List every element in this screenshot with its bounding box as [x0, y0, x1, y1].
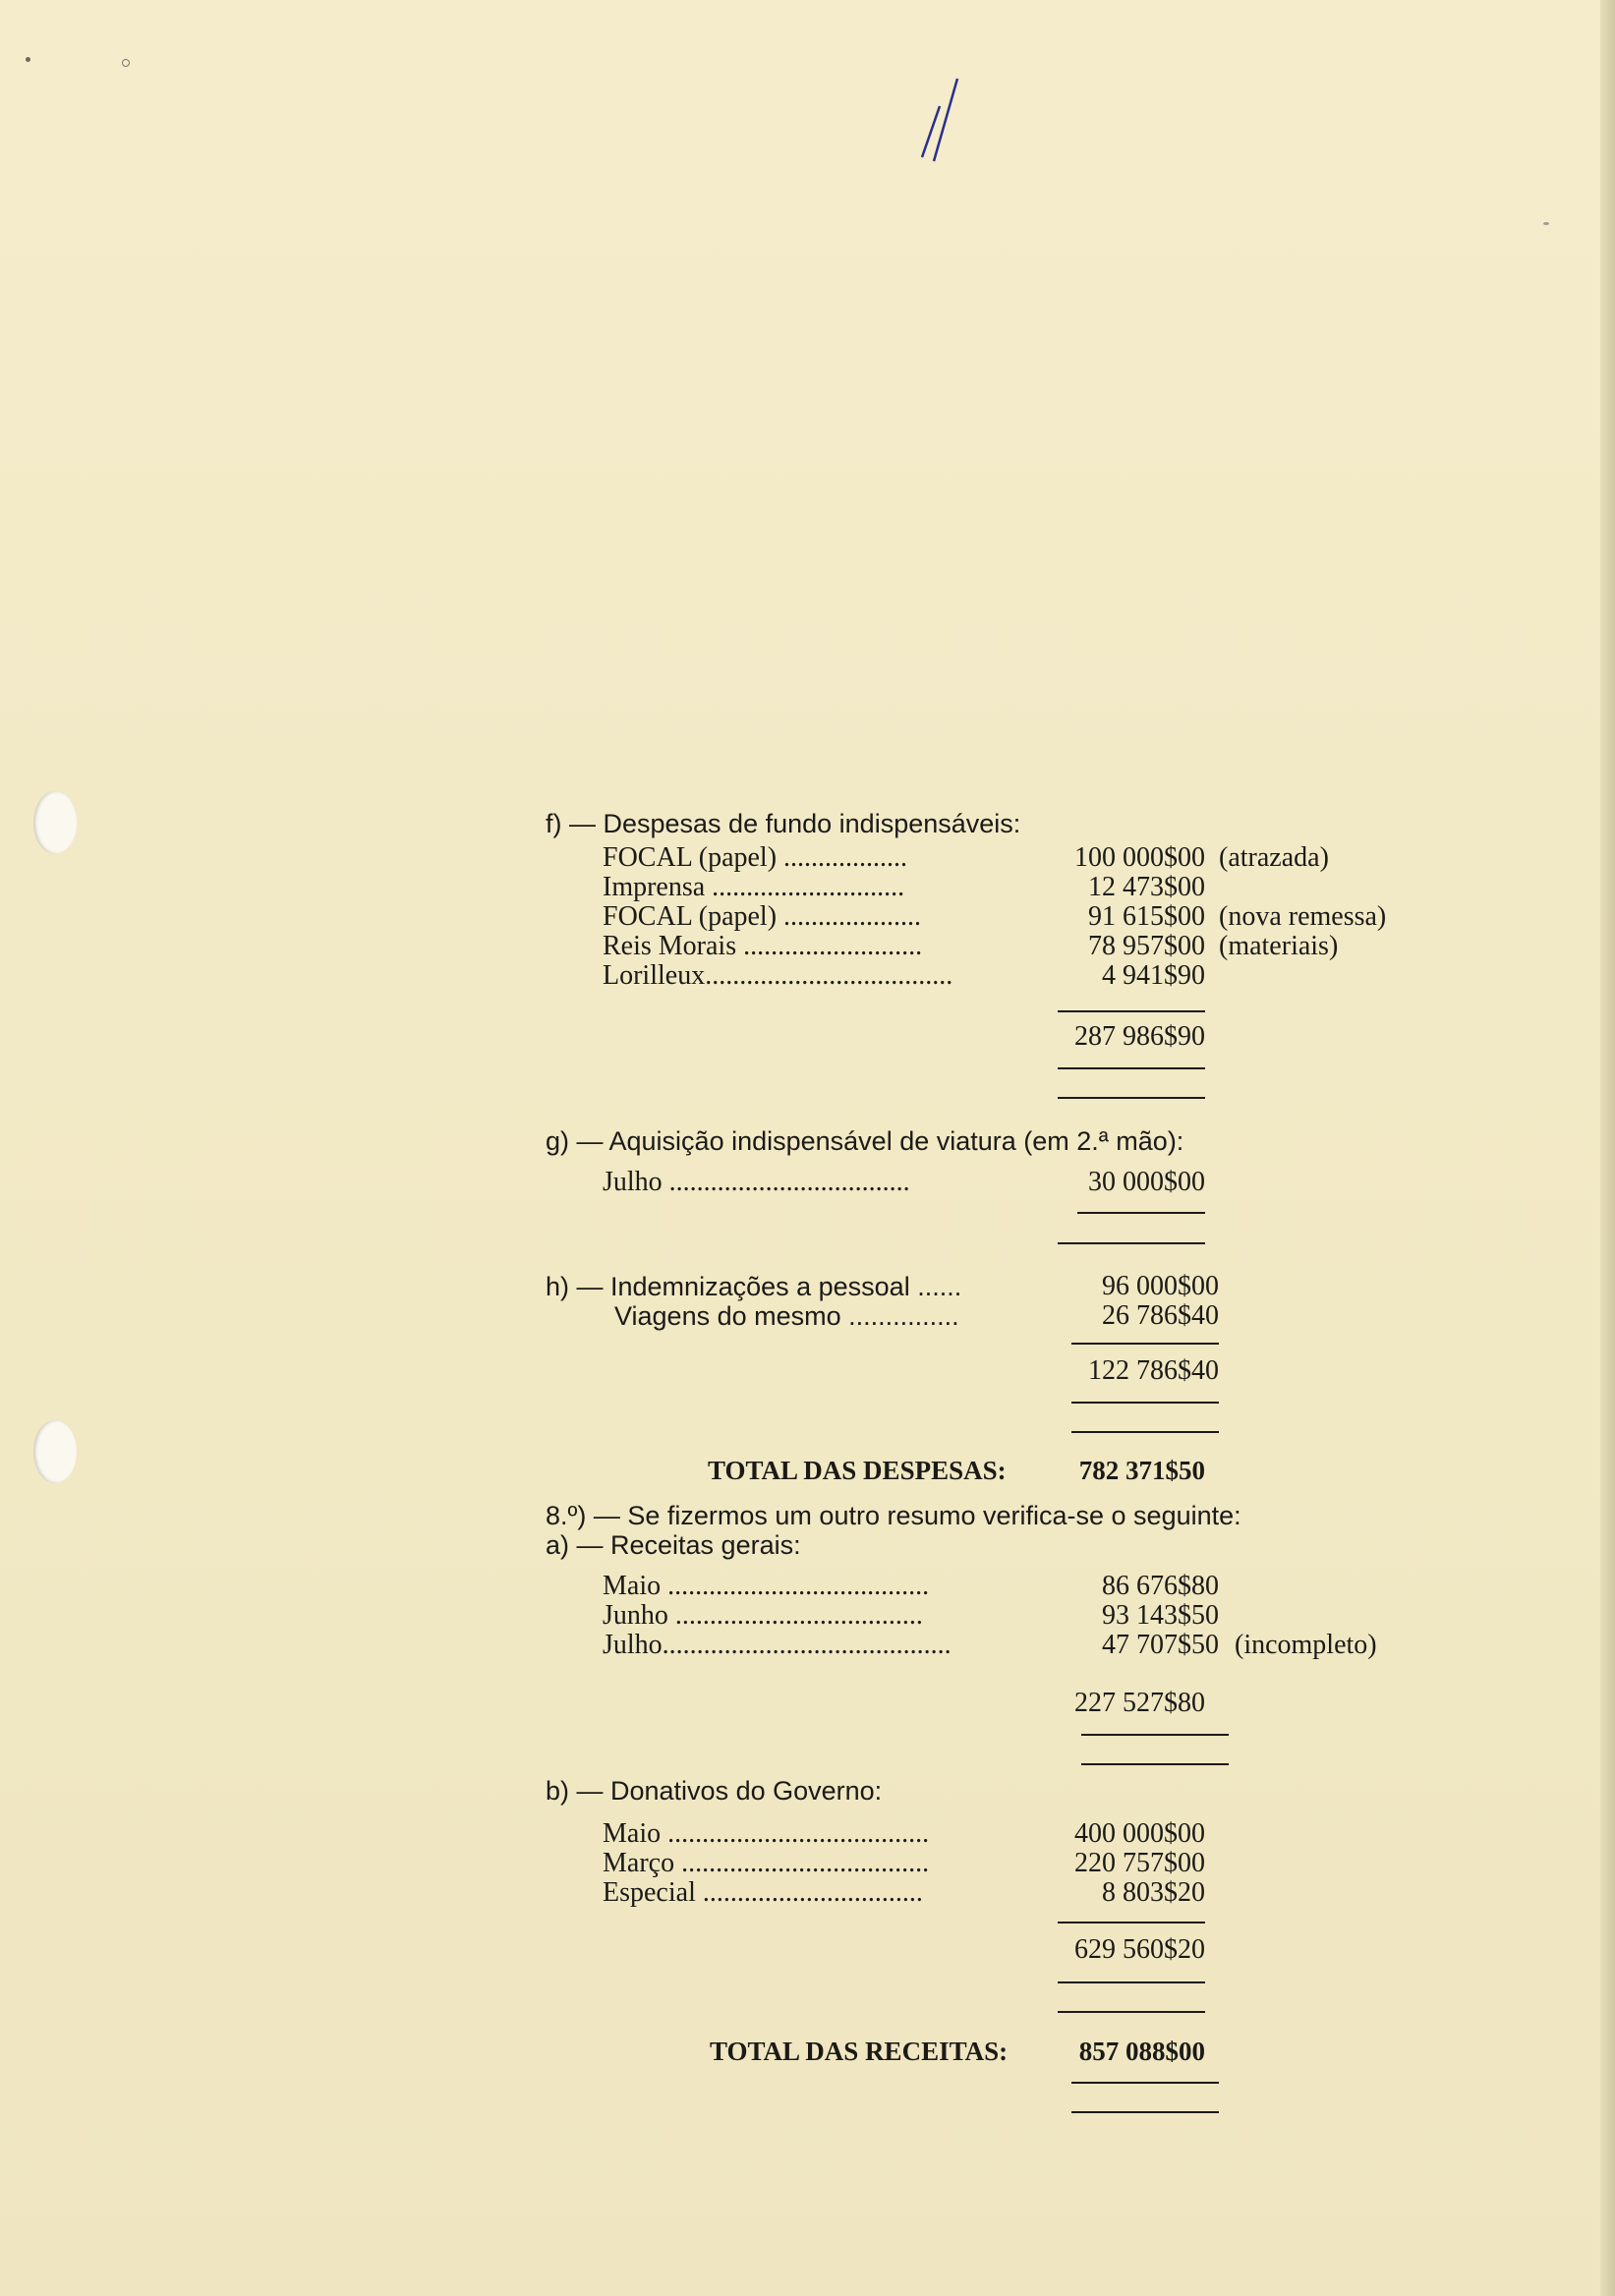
section-f-row-amount: 100 000$00	[1074, 842, 1205, 873]
section-a-row-amount: 86 676$80	[1102, 1571, 1219, 1601]
section-b-row-label: Especial ................................	[603, 1878, 923, 1908]
section-a-row-amount: 47 707$50	[1102, 1630, 1219, 1660]
section-h-total: 122 786$40	[1088, 1355, 1219, 1386]
punch-hole-top	[33, 791, 77, 854]
section-a-row-note: (incompleto)	[1235, 1630, 1377, 1660]
handwritten-page-mark	[914, 67, 963, 165]
section-a-total: 227 527$80	[1074, 1688, 1205, 1718]
sum-rule	[1071, 1343, 1219, 1345]
double-rule	[1071, 2082, 1219, 2084]
section-f-heading: f) — Despesas de fundo indispensáveis:	[546, 809, 1021, 838]
total-despesas-amount: 782 371$50	[1078, 1456, 1205, 1485]
section-f-row-note: (nova remessa)	[1219, 901, 1387, 932]
total-receitas-label: TOTAL DAS RECEITAS:	[710, 2037, 1009, 2066]
section-f-row-note: (atrazada)	[1219, 842, 1329, 873]
section-h-row-label: Viagens do mesmo ...............	[614, 1301, 959, 1331]
sum-rule	[1058, 1922, 1205, 1923]
double-rule	[1071, 2111, 1219, 2113]
section-f-row-label: FOCAL (papel) ....................	[603, 902, 922, 932]
section-b-row-amount: 8 803$20	[1102, 1877, 1205, 1908]
section-f-row-amount: 4 941$90	[1102, 960, 1205, 991]
section-b-row-amount: 400 000$00	[1074, 1818, 1205, 1849]
section-a-row-label: Maio ......................................	[603, 1572, 930, 1601]
section-h-heading-amount: 96 000$00	[1102, 1271, 1219, 1301]
section-g-row-label: Julho ...................................	[603, 1168, 910, 1197]
section-f-row-note: (materiais)	[1219, 931, 1339, 961]
section-f-total: 287 986$90	[1074, 1021, 1205, 1052]
section-b-total: 629 560$20	[1074, 1934, 1205, 1965]
punch-hole-bottom	[33, 1420, 77, 1483]
double-rule	[1058, 1242, 1205, 1244]
section-h-row-amount: 26 786$40	[1102, 1300, 1219, 1331]
speck	[1543, 222, 1549, 225]
double-rule	[1081, 1763, 1229, 1765]
sum-rule	[1077, 1212, 1205, 1214]
speck	[122, 59, 130, 67]
double-rule	[1058, 2011, 1205, 2013]
section-b-heading: b) — Donativos do Governo:	[546, 1776, 883, 1806]
double-rule	[1058, 1097, 1205, 1099]
section-b-row-amount: 220 757$00	[1074, 1848, 1205, 1878]
total-receitas-amount: 857 088$00	[1078, 2037, 1205, 2066]
sum-rule	[1058, 1010, 1205, 1012]
paper-edge	[1600, 0, 1615, 2296]
section-a-row-label: Junho ....................................	[603, 1601, 923, 1631]
speck	[26, 57, 30, 62]
section-a-row-amount: 93 143$50	[1102, 1600, 1219, 1631]
section-f-row-amount: 12 473$00	[1088, 872, 1205, 902]
double-rule	[1071, 1402, 1219, 1404]
section-b-row-label: Maio ......................................	[603, 1819, 930, 1849]
double-rule	[1071, 1431, 1219, 1433]
section-f-row-label: Imprensa ............................	[603, 873, 905, 902]
section-a-row-label: Julho..........................................	[603, 1631, 952, 1660]
section-g-heading: g) — Aquisição indispensável de viatura (em 2.ª mão):	[546, 1126, 1184, 1156]
point-8-text: 8.º) — Se fizermos um outro resumo verifica-se o seguinte:	[546, 1501, 1241, 1530]
section-f-row-amount: 91 615$00	[1088, 901, 1205, 932]
section-a-heading: a) — Receitas gerais:	[546, 1530, 801, 1560]
double-rule	[1081, 1734, 1229, 1736]
section-f-row-amount: 78 957$00	[1088, 931, 1205, 961]
section-b-row-label: Março ....................................	[603, 1849, 930, 1878]
section-h-heading: h) — Indemnizações a pessoal ......	[546, 1272, 962, 1301]
section-f-row-label: Lorilleux....................................	[603, 961, 953, 991]
section-g-row-amount: 30 000$00	[1088, 1167, 1205, 1197]
section-f-row-label: FOCAL (papel) ..................	[603, 843, 908, 873]
double-rule	[1058, 1067, 1205, 1069]
section-f-row-label: Reis Morais ..........................	[603, 932, 923, 961]
double-rule	[1058, 1981, 1205, 1983]
total-despesas-label: TOTAL DAS DESPESAS:	[708, 1456, 1007, 1485]
